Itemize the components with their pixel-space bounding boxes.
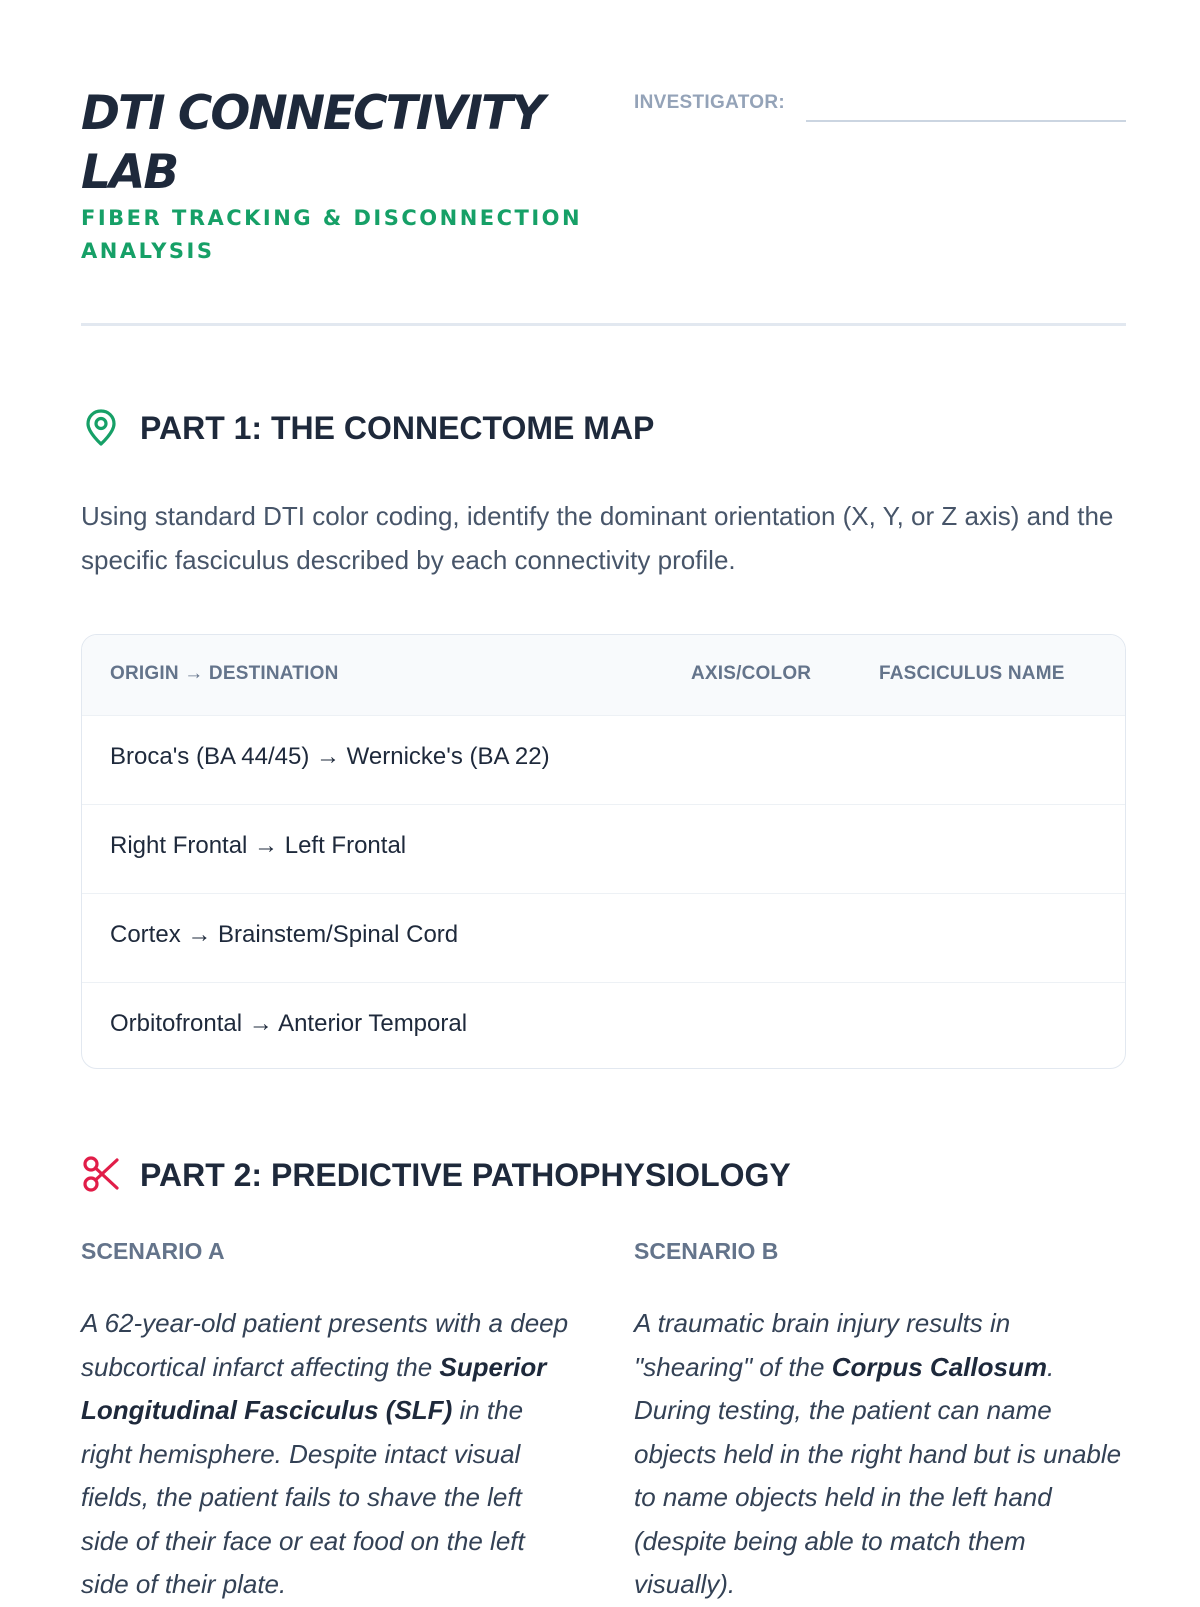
table-row — [82, 804, 1125, 893]
scissors-icon — [81, 1154, 121, 1194]
route-cell: Right Frontal → Left Frontal — [110, 832, 407, 859]
scenario-b-bold: Corpus Callosum — [831, 1351, 1047, 1382]
scenario-a-text: A 62-year-old patient presents with a deep subcortical infarct affecting the Superior Longitudinal Fasciculus (SLF) in the right hemisphere. Despite intact visual fields, the patient fails to shave the left side of their face or eat food on the left side of their plate. — [81, 1308, 569, 1599]
table-row — [82, 893, 1125, 982]
part2-heading — [81, 1152, 1126, 1196]
column-header-route: ORIGIN → DESTINATION — [110, 663, 339, 684]
map-pin-icon — [81, 407, 121, 447]
scenario-b-label: SCENARIO B — [634, 1238, 779, 1264]
part1-instructions: Using standard DTI color coding, identify the dominant orientation (X, Y, or Z axis) and the specific fasciculus described by each connectivity profile. — [81, 501, 1114, 575]
table-row — [82, 715, 1125, 804]
part2-heading-text: PART 2: PREDICTIVE PATHOPHYSIOLOGY — [140, 1157, 791, 1193]
investigator-field[interactable] — [634, 88, 1126, 120]
route-cell: Cortex → Brainstem/Spinal Cord — [110, 921, 459, 948]
scenario-b-text: A traumatic brain injury results in "shearing" of the Corpus Callosum. During testing, the patient can name objects held in the right hand but is unable to name objects held in the left hand (despite being able to match them visually). — [634, 1308, 1122, 1599]
connectome-table — [81, 634, 1126, 1069]
column-header-axis: AXIS/COLOR — [691, 663, 812, 684]
column-header-fasciculus: FASCICULUS NAME — [879, 663, 1065, 684]
part1-heading-text: PART 1: THE CONNECTOME MAP — [140, 410, 655, 446]
page-subtitle: FIBER TRACKING & DISCONNECTION ANALYSIS — [81, 206, 583, 263]
scenario-a-bold: Superior Longitudinal Fasciculus (SLF) — [81, 1351, 547, 1425]
scenario-a-label: SCENARIO A — [81, 1238, 225, 1264]
header-divider — [81, 323, 1126, 326]
part1-heading — [81, 405, 1126, 449]
table-row — [82, 982, 1125, 1069]
page-title: DTI CONNECTIVITY LAB — [81, 86, 544, 200]
route-cell: Orbitofrontal → Anterior Temporal — [110, 1010, 468, 1037]
investigator-input-line[interactable] — [806, 120, 1126, 122]
investigator-label: INVESTIGATOR: — [634, 92, 785, 113]
table-header — [82, 635, 1125, 715]
route-cell: Broca's (BA 44/45) → Wernicke's (BA 22) — [110, 743, 550, 770]
